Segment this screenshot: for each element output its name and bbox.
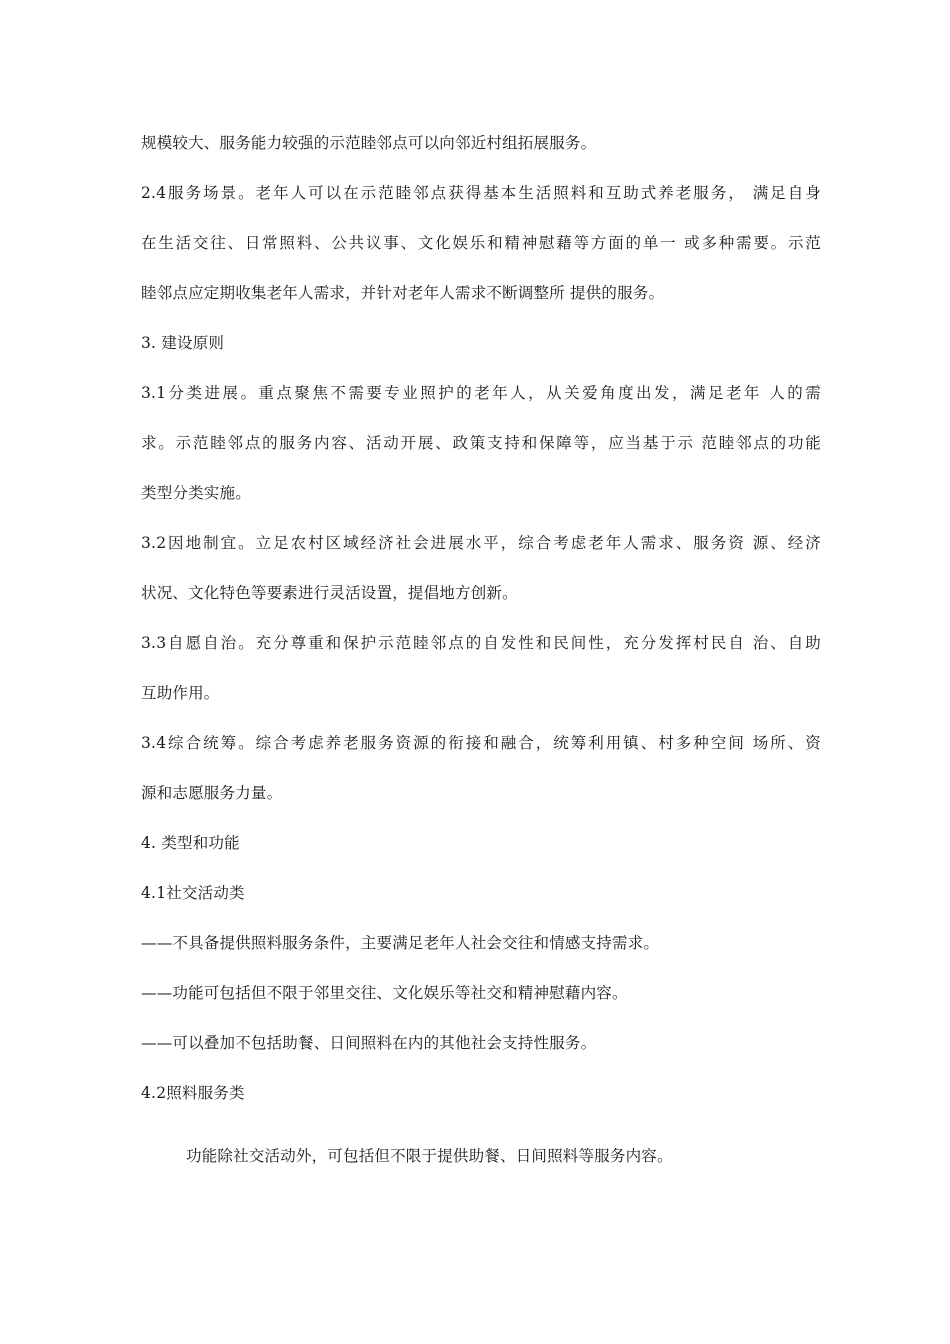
text-line-6: 3.1分类进展。重点聚焦不需要专业照护的老年人，从关爱角度出发，满足老年 人的需	[141, 384, 821, 402]
text-line-14: 源和志愿服务力量。	[141, 784, 283, 802]
text-line-13: 3.4综合统筹。综合考虑养老服务资源的衔接和融合，统筹利用镇、村多种空间 场所、资	[141, 734, 821, 752]
text-line-10: 状况、文化特色等要素进行灵活设置，提倡地方创新。	[141, 584, 518, 602]
text-line-3: 在生活交往、日常照料、公共议事、文化娱乐和精神慰藉等方面的单一 或多种需要。示范	[141, 234, 821, 252]
section-heading-4: 4. 类型和功能	[141, 834, 240, 852]
text-line-4: 睦邻点应定期收集老年人需求，并针对老年人需求不断调整所 提供的服务。	[141, 284, 665, 302]
text-line-1: 规模较大、服务能力较强的示范睦邻点可以向邻近村组拓展服务。	[141, 134, 597, 152]
text-line-21: 功能除社交活动外，可包括但不限于提供助餐、日间照料等服务内容。	[186, 1147, 673, 1165]
bullet-line-1: ——不具备提供照料服务条件，主要满足老年人社会交往和情感支持需求。	[141, 934, 660, 952]
section-heading-3: 3. 建设原则	[141, 334, 225, 352]
bullet-line-2: ——功能可包括但不限于邻里交往、文化娱乐等社交和精神慰藉内容。	[141, 984, 628, 1002]
text-line-7: 求。示范睦邻点的服务内容、活动开展、政策支持和保障等，应当基于示 范睦邻点的功能	[141, 434, 821, 452]
subsection-heading-4-1: 4.1社交活动类	[141, 884, 245, 902]
text-line-12: 互助作用。	[141, 684, 220, 702]
bullet-line-3: ——可以叠加不包括助餐、日间照料在内的其他社会支持性服务。	[141, 1034, 597, 1052]
text-line-8: 类型分类实施。	[141, 484, 251, 502]
subsection-heading-4-2: 4.2照料服务类	[141, 1084, 245, 1102]
text-line-2: 2.4服务场景。老年人可以在示范睦邻点获得基本生活照料和互助式养老服务， 满足自身	[141, 184, 821, 202]
text-line-9: 3.2因地制宜。立足农村区域经济社会进展水平，综合考虑老年人需求、服务资 源、经济	[141, 534, 821, 552]
text-line-11: 3.3自愿自治。充分尊重和保护示范睦邻点的自发性和民间性，充分发挥村民自 治、自助	[141, 634, 821, 652]
